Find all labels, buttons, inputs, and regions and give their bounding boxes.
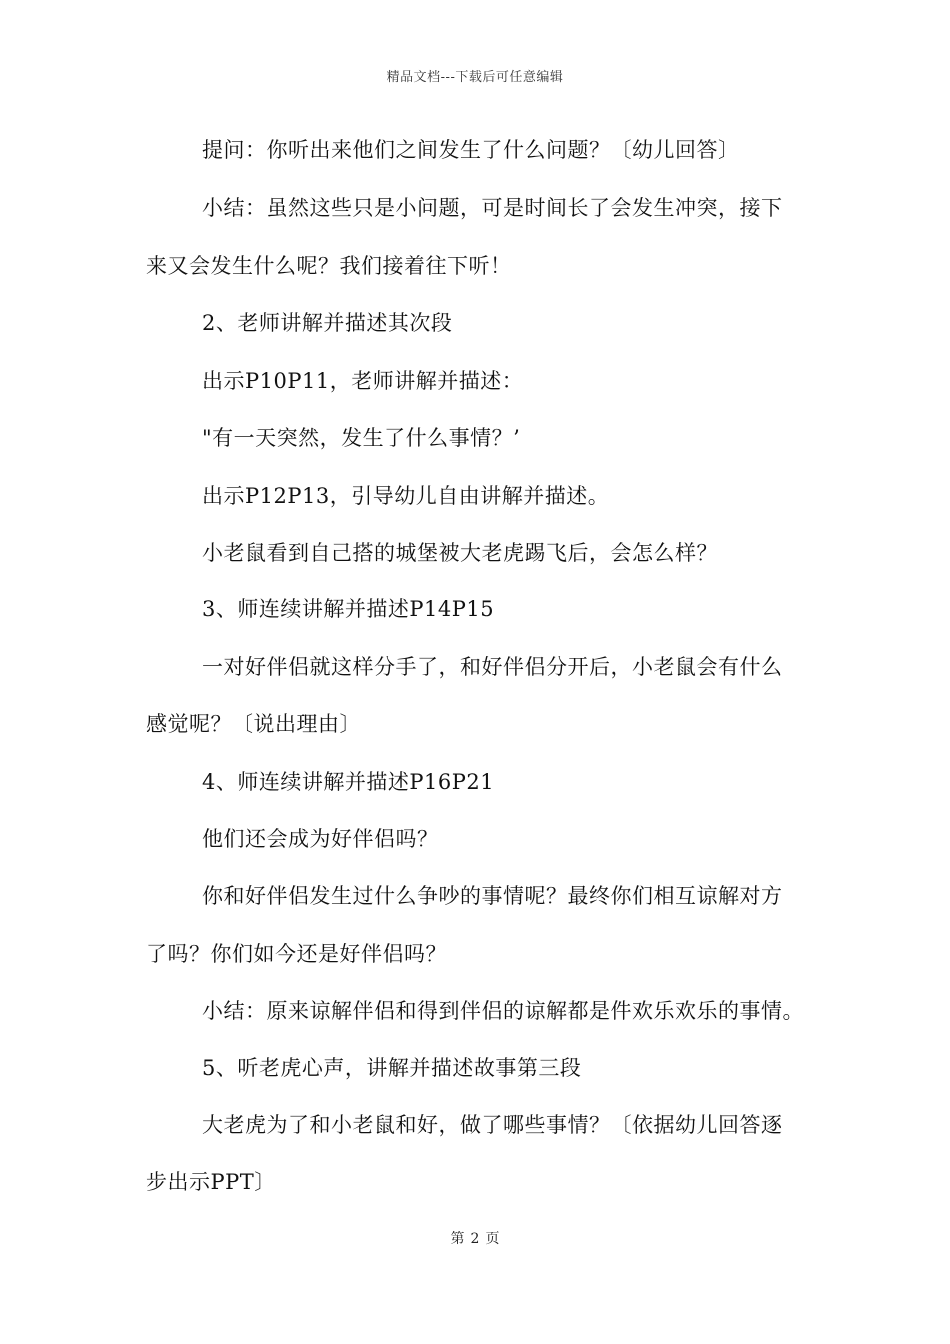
paragraph-line: 出示P12P13，引导幼儿自由讲解并描述。: [202, 484, 610, 508]
paragraph-line: 出示P10P11，老师讲解并描述：: [202, 369, 524, 393]
paragraph-line: 小结：原来谅解伴侣和得到伴侣的谅解都是件欢乐欢乐的事情。: [202, 999, 804, 1023]
paragraph-line: 你和好伴侣发生过什么争吵的事情呢？最终你们相互谅解对方: [202, 884, 783, 908]
paragraph-line: 小老鼠看到自己搭的城堡被大老虎踢飞后，会怎么样？: [202, 541, 718, 565]
paragraph-line: 提问：你听出来他们之间发生了什么问题？〔幼儿回答〕: [202, 138, 740, 162]
page-footer: [0, 1228, 950, 1248]
page-header: 精品文档---下载后可任意编辑: [386, 70, 564, 85]
paragraph-line: 他们还会成为好伴侣吗？: [202, 827, 439, 851]
paragraph-line: "有一天突然，发生了什么事情？’: [202, 426, 521, 450]
paragraph-line: 来又会发生什么呢？我们接着往下听！: [146, 254, 512, 278]
paragraph-line: 大老虎为了和小老鼠和好，做了哪些事情？〔依据幼儿回答逐: [202, 1113, 783, 1137]
paragraph-line: 小结：虽然这些只是小问题，可是时间长了会发生冲突，接下: [202, 196, 783, 220]
paragraph-line: 了吗？你们如今还是好伴侣吗？: [146, 942, 447, 966]
paragraph-line: 一对好伴侣就这样分手了，和好伴侣分开后，小老鼠会有什么: [202, 655, 783, 679]
section-heading: 3、师连续讲解并描述P14P15: [202, 597, 495, 621]
paragraph-line: 感觉呢？〔说出理由〕: [146, 712, 361, 736]
page-number-suffix: 页: [485, 1231, 500, 1247]
section-heading: 5、听老虎心声，讲解并描述故事第三段: [202, 1056, 582, 1080]
section-heading: 2、老师讲解并描述其次段: [202, 311, 453, 335]
paragraph-line: 步出示PPT〕: [146, 1170, 276, 1194]
section-heading: 4、师连续讲解并描述P16P21: [202, 770, 495, 794]
page-number-prefix: 第: [450, 1231, 465, 1247]
page-number: 2: [470, 1231, 480, 1247]
